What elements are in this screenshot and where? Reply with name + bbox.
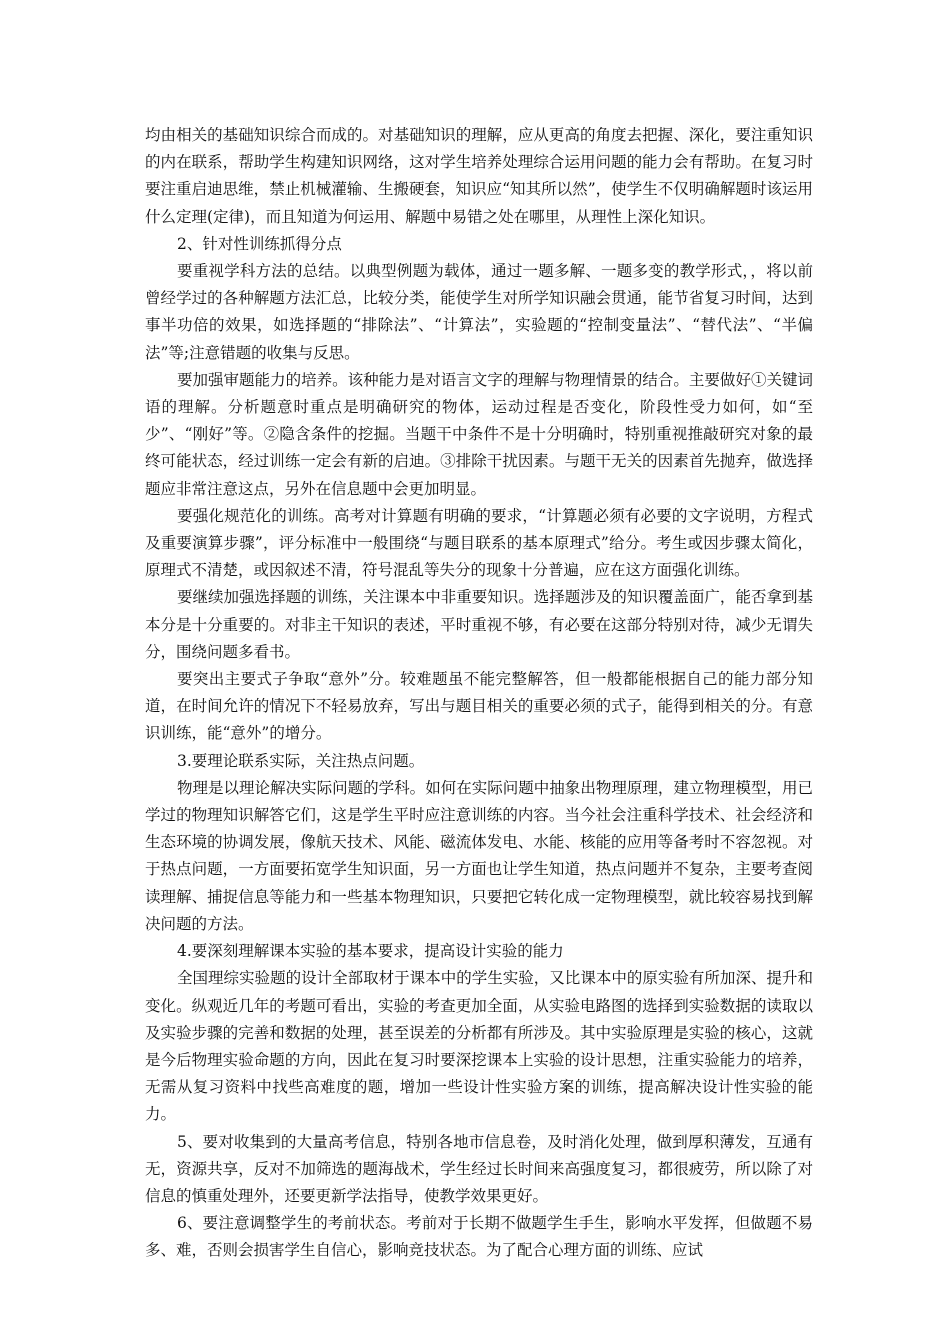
document-body <box>145 122 813 1265</box>
paragraph-extra-points: 要突出主要式子争取“意外”分。较难题虽不能完整解答，但一般都能根据自己的能力部分知道，在时间允许的情况下不轻易放弃，写出与题目相关的重要必须的式子，能得到相关的分。有意识训练，能“意外”的增分。 <box>145 670 813 743</box>
paragraph-section-5: 5、要对收集到的大量高考信息，特别各地市信息卷，及时消化处理，做到厚积薄发，互通有无，资源共享，反对不加筛选的题海战术，学生经过长时间来高强度复习，都很疲劳，所以除了对信息的慎重处理外，还要更新学法指导，使教学效果更好。 <box>145 1132 813 1205</box>
paragraph-standardization: 要强化规范化的训练。高考对计算题有明确的要求，“计算题必须有必要的文字说明，方程式及重要演算步骤”，评分标准中一般围绕“与题目联系的基本原理式”给分。考生或因步骤太简化，原理式不清楚，或因叙述不清，符号混乱等失分的现象十分普遍，应在这方面强化训练。 <box>145 506 813 580</box>
paragraph-methods: 要重视学科方法的总结。以典型例题为载体，通过一题多解、一题多变的教学形式，，将以前曾经学过的各种解题方法汇总，比较分类，能使学生对所学知识融会贯通，能节省复习时间，达到事半功倍的效果，如选择题的“排除法”、“计算法”，实验题的“控制变量法”、“替代法”、“半偏法”等;注意错题的收集与反思。 <box>145 262 813 362</box>
section-heading-3: 3.要理论联系实际，关注热点问题。 <box>177 751 425 770</box>
section-heading-2: 2、针对性训练抓得分点 <box>177 234 342 253</box>
paragraph-experiments: 全国理综实验题的设计全部取材于课本中的学生实验，又比课本中的原实验有所加深、提升和变化。纵观近几年的考题可看出，实验的考查更加全面，从实验电路图的选择到实验数据的读取以及实验步骤的完善和数据的处理，甚至误差的分析都有所涉及。其中实验原理是实验的核心，这就是今后物理实验命题的方向，因此在复习时要深挖课本上实验的设计思想，注重实验能力的培养，无需从复习资料中找些高难度的题，增加一些设计性实验方案的训练，提高解决设计性实验的能力。 <box>145 969 813 1124</box>
paragraph-choice-questions: 要继续加强选择题的训练，关注课本中非重要知识。选择题涉及的知识覆盖面广，能否拿到基本分是十分重要的。对非主干知识的表述，平时重视不够，有必要在这部分特别对待，减少无谓失分，围绕问题多看书。 <box>145 588 813 661</box>
paragraph-reading-comprehension: 要加强审题能力的培养。该种能力是对语言文字的理解与物理情景的结合。主要做好①关键词语的理解。分析题意时重点是明确研究的物体，运动过程是否变化，阶段性受力如何，如“至少”、“刚好”等。②隐含条件的挖掘。当题干中条件不是十分明确时，特别重视推敲研究对象的最终可能状态，经过训练一定会有新的启迪。③排除干扰因素。与题干无关的因素首先抛弃，做选择题应非常注意这点，另外在信息题中会更加明显。 <box>145 370 813 498</box>
paragraph-theory-practice: 物理是以理论解决实际问题的学科。如何在实际问题中抽象出物理原理，建立物理模型，用已学过的物理知识解答它们，这是学生平时应注意训练的内容。当今社会注重科学技术、社会经济和生态环境的协调发展，像航天技术、风能、磁流体发电、水能、核能的应用等备考时不容忽视。对于热点问题，一方面要拓宽学生知识面，另一方面也让学生知道，热点问题并不复杂，主要考查阅读理解、捕捉信息等能力和一些基本物理知识，只要把它转化成一定物理模型，就比较容易找到解决问题的方法。 <box>145 778 813 933</box>
paragraph-section-6: 6、要注意调整学生的考前状态。考前对于长期不做题学生手生，影响水平发挥，但做题不易多、难，否则会损害学生自信心，影响竞技状态。为了配合心理方面的训练、应试 <box>145 1214 813 1260</box>
paragraph-continuation: 均由相关的基础知识综合而成的。对基础知识的理解，应从更高的角度去把握、深化，要注重知识的内在联系，帮助学生构建知识网络，这对学生培养处理综合运用问题的能力会有帮助。在复习时要注重启迪思维，禁止机械灌输、生搬硬套，知识应“知其所以然”，使学生不仅明确解题时该运用什么定理(定律)，而且知道为何运用、解题中易错之处在哪里，从理性上深化知识。 <box>145 126 813 226</box>
section-heading-4: 4.要深刻理解课本实验的基本要求，提高设计实验的能力 <box>177 942 564 961</box>
